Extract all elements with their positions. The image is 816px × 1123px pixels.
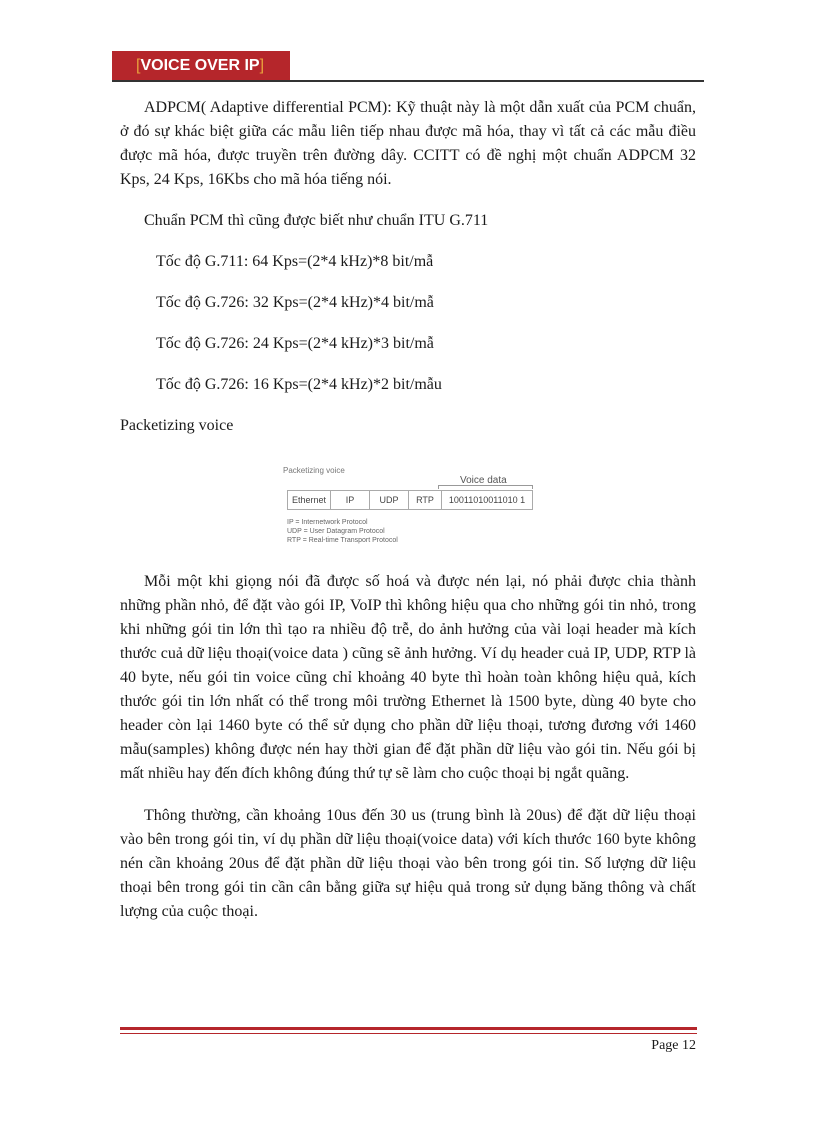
packetizing-title: Packetizing voice xyxy=(120,417,234,434)
page-body-continued xyxy=(120,570,696,924)
page-number: Page 12 xyxy=(651,1038,696,1053)
page-body xyxy=(120,96,696,438)
bracket-open: [ xyxy=(136,57,141,74)
bracket-close: ] xyxy=(259,57,265,74)
cell-voice-bits: 10011010011010 1 xyxy=(448,495,526,505)
rate-line: Tốc độ G.711: 64 Kps=(2*4 kHz)*8 bit/mẫ xyxy=(156,253,434,270)
header-title: VOICE OVER IP xyxy=(140,57,260,74)
timing-paragraph: Thông thường, cần khoảng 10us đến 30 us (trung bình là 20us) để đặt dữ liệu thoại vào bên trong gói tin, ví dụ phần dữ liệu thoại(voice data) với kích thước 160 byte không nén cần khoảng 20us để đặt phần dữ liệu thoại vào bên trong gói tin. Số lượng dữ liệu thoại bên trong gói tin cần cân bằng giữa sự hiệu quả trong sử dụng băng thông và chất lượng của cuộc thoại. xyxy=(120,807,696,920)
adpcm-paragraph: ADPCM( Adaptive differential PCM): Kỹ thuật này là một dẫn xuất của PCM chuẩn, ở đó sự khác biệt giữa các mẫu liên tiếp nhau được mã hóa, thay vì tất cả các mẫu điều được mã hóa, được truyền trên đường dây. CCITT có đề nghị một chuẩn ADPCM 32 Kps, 24 Kps, 16Kbs cho mã hóa tiếng nói. xyxy=(120,99,696,188)
packet-paragraph: Mỗi một khi giọng nói đã được số hoá và được nén lại, nó phải được chia thành những phần nhỏ, để đặt vào gói IP, VoIP thì không hiệu qua cho những gói tin nhỏ, trong khi những gói tin lớn thì tạo ra nhiều độ trễ, do ảnh hưởng của vài loại header mà kích thước cuả dữ liệu thoại(voice data ) cũng sẽ ảnh hưởng. Ví dụ header cuả IP, UDP, RTP là 40 byte, nếu gói tin voice cũng chỉ khoảng 40 byte thì hoàn toàn không hiệu quả, kích thước gói tin lớn nhất có thể trong môi trường Ethernet là 1500 byte, dùng 40 byte cho header còn lại 1460 byte có thể sử dụng cho phần dữ liệu thoại, tương đương với 1460 mẫu(samples) không được nén hay thời gian để đặt phần dữ liệu vào gói tin. Nếu gói bị mất nhiều hay đến đích không đúng thứ tự sẽ làm cho cuộc thoại bị ngắt quãng. xyxy=(120,573,696,782)
legend-line: UDP = User Datagram Protocol xyxy=(287,528,385,535)
cell-rtp: RTP xyxy=(409,491,442,509)
header-badge xyxy=(112,51,290,80)
figure-legend xyxy=(287,518,398,545)
rate-line: Tốc độ G.726: 16 Kps=(2*4 kHz)*2 bit/mẫu xyxy=(156,376,442,393)
cell-ethernet: Ethernet xyxy=(288,491,331,509)
voice-data-bracket xyxy=(438,485,533,489)
figure-title: Packetizing voice xyxy=(283,466,345,475)
footer-rule-thick xyxy=(120,1027,697,1030)
cell-udp: UDP xyxy=(370,491,409,509)
voice-data-label: Voice data xyxy=(460,475,507,486)
pcm-standard-line: Chuẩn PCM thì cũng được biết như chuẩn ITU G.711 xyxy=(144,212,489,229)
rate-line: Tốc độ G.726: 32 Kps=(2*4 kHz)*4 bit/mẫ xyxy=(156,294,434,311)
packet-diagram xyxy=(283,466,538,550)
header-rule xyxy=(112,80,704,82)
legend-line: IP = Internetwork Protocol xyxy=(287,519,368,526)
rate-line: Tốc độ G.726: 24 Kps=(2*4 kHz)*3 bit/mẫ xyxy=(156,335,434,352)
packet-row xyxy=(287,490,533,510)
cell-ip: IP xyxy=(331,491,370,509)
footer-rule-thin xyxy=(120,1033,697,1034)
legend-line: RTP = Real-time Transport Protocol xyxy=(287,537,398,544)
